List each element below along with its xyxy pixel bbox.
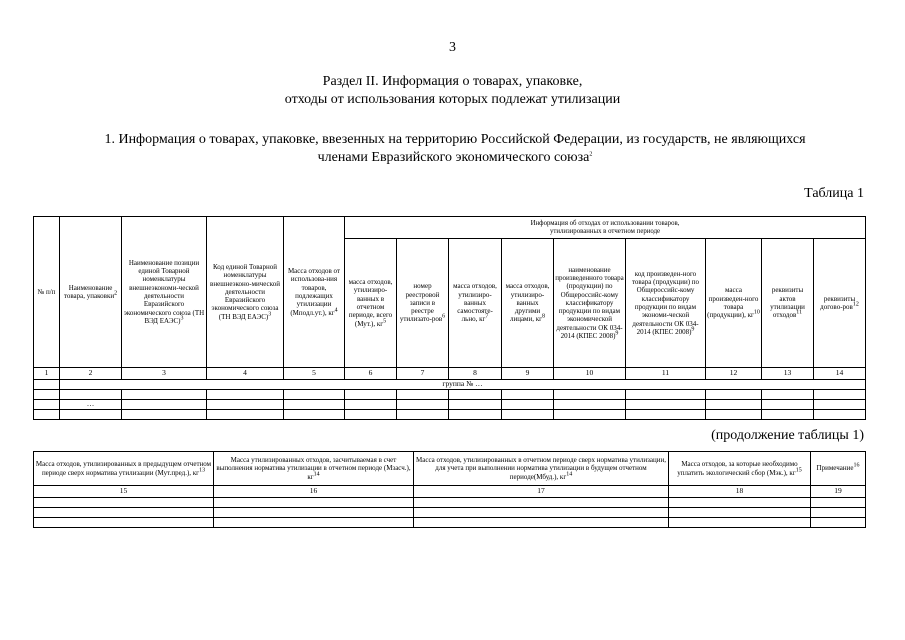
t1-header-footnote: 3: [268, 311, 272, 318]
t1-cell: [706, 410, 762, 420]
t1-col-number: 9: [502, 368, 554, 380]
t1-header-text: масса отходов, утилизиро-ванных другими лицами, кг: [505, 282, 550, 324]
t1-header-footnote: 6: [442, 314, 446, 321]
t1-header-col10: [554, 239, 626, 368]
t1-cell: [397, 400, 449, 410]
t1-cell: [207, 400, 284, 410]
t1-cell: [34, 400, 60, 410]
t1-cell: [449, 410, 502, 420]
t1-header-col1: [34, 217, 60, 368]
t1-cell: [207, 390, 284, 400]
t1-header-text: реквизиты актов утилизации отходов: [770, 286, 805, 320]
t1-header-text: номер реестровой записи в реестре утилизато-ров: [399, 282, 443, 324]
t1-col-number: 2: [60, 368, 122, 380]
t1-cell: [60, 390, 122, 400]
table1: [33, 216, 866, 420]
section-title: [0, 73, 905, 109]
table1-title: Таблица 1: [804, 186, 864, 201]
t2-header-footnote: 15: [795, 467, 802, 474]
t1-cell: [626, 390, 706, 400]
t1-header-col4: [207, 217, 284, 368]
t1-header-footnote: 10: [753, 309, 760, 316]
t2-cell: [34, 498, 214, 508]
t1-header-col11: [626, 239, 706, 368]
t1-cell: [814, 410, 866, 420]
t1-cell: [122, 400, 207, 410]
t2-header-text: Масса утилизированных отходов, засчитываемая в счет выполнения норматива утилизации в отчетном периоде (Мзасч.), кг: [216, 456, 411, 481]
t1-cell: [60, 410, 122, 420]
t1-header-footnote: 5: [383, 318, 387, 325]
t2-header-col2: [214, 452, 414, 486]
t2-cell: [214, 508, 414, 518]
t1-cell: [814, 400, 866, 410]
subsection-title-line2: [60, 149, 850, 167]
t2-header-col4: [669, 452, 811, 486]
t2-header-col3: [414, 452, 669, 486]
t1-header-col12: [706, 239, 762, 368]
t1-header-text: масса отходов, утилизиро-ванных в отчетном периоде, всего (Мут.), кг: [348, 278, 393, 328]
t1-cell: …: [60, 400, 122, 410]
t1-group-row: группа № …: [60, 380, 866, 390]
t1-col-number: 7: [397, 368, 449, 380]
t1-header-col8: [449, 239, 502, 368]
section-title-line2: отходы от использования которых подлежат утилизации: [284, 92, 621, 107]
t1-col-number: 4: [207, 368, 284, 380]
t1-cell: [554, 390, 626, 400]
t1-col-number: 5: [284, 368, 345, 380]
t1-cell: [502, 400, 554, 410]
t1-col-number: 13: [762, 368, 814, 380]
t1-cell: [397, 410, 449, 420]
t1-cell: [502, 390, 554, 400]
t1-header-col9: [502, 239, 554, 368]
t1-header-text: код произведен-ного товара (продукции) по Общероссийс-кому классификатору продукции по видам экономи-ческой деятельности ОК 034-2014 (КПЕС 2008): [631, 269, 700, 336]
t2-col-number: 18: [669, 486, 811, 498]
t1-data-row: [34, 400, 866, 410]
page-number: 3: [449, 40, 456, 55]
t1-number-row: [34, 368, 866, 380]
t1-header-footnote: 8: [542, 314, 546, 321]
t2-cell: [811, 518, 866, 528]
t1-header-col14: [814, 239, 866, 368]
t1-header-text: № п/п: [37, 287, 56, 296]
t2-cell: [34, 508, 214, 518]
t1-header-col3: [122, 217, 207, 368]
t2-data-row: [34, 498, 866, 508]
t2-header-footnote: 14: [313, 471, 320, 478]
footnote-ref: 2: [589, 151, 593, 158]
t1-cell: [34, 410, 60, 420]
t2-data-row: [34, 508, 866, 518]
t1-data-row: [34, 390, 866, 400]
t1-cell: [122, 390, 207, 400]
t1-header-text: Наименование позиции единой Товарной номенклатуры внешнеэкономи-ческой деятельности Евразийского экономического союза (ТН ВЭД ЕАЭС): [123, 258, 205, 325]
table1-continuation-title: (продолжение таблицы 1): [711, 428, 864, 443]
t2-cell: [414, 518, 669, 528]
t1-cell: [284, 390, 345, 400]
t2-header-col1: [34, 452, 214, 486]
t2-cell: [669, 508, 811, 518]
t2-header-footnote: 16: [853, 463, 860, 470]
t1-cell: [706, 390, 762, 400]
t1-header-footnote: 9: [691, 326, 695, 333]
t2-cell: [214, 498, 414, 508]
t1-cell: [397, 390, 449, 400]
t1-header-text: Масса отходов от использова-ния товаров, подлежащих утилизации (Мподл.ут.), кг: [287, 267, 341, 317]
t2-col-number: 15: [34, 486, 214, 498]
t1-cell: [762, 400, 814, 410]
t1-cell: [626, 400, 706, 410]
t1-header-footnote: 3: [180, 315, 184, 322]
t2-number-row: [34, 486, 866, 498]
t2-data-row: [34, 518, 866, 528]
t1-cell: [345, 390, 397, 400]
t2-header-col5: [811, 452, 866, 486]
t1-cell: [554, 400, 626, 410]
t1-cell: [34, 380, 60, 390]
t1-header-text: реквизиты догово-ров: [820, 294, 856, 311]
t2-cell: [669, 518, 811, 528]
t1-col-number: 3: [122, 368, 207, 380]
t1-cell: [449, 400, 502, 410]
t1-header-footnote: 4: [334, 307, 338, 314]
t2-header-text: Масса отходов, утилизированных в предыдущем отчетном периоде сверх норматива утилизации (Мут.пред.), кг: [35, 460, 212, 477]
t1-header-footnote: 9: [615, 330, 619, 337]
t1-header-text: Наименование товара, упаковки: [63, 283, 115, 300]
t1-cell: [449, 390, 502, 400]
t1-header-text: наименование произведенного товара (продукции) по Общероссийс-кому классификатору продукции по видам экономической деятельности ОК 034-2014 (КПЕС 2008): [555, 265, 624, 341]
t1-col-number: 14: [814, 368, 866, 380]
t1-cell: [502, 410, 554, 420]
t1-group-header-line2: утилизированных в отчетном периоде: [549, 227, 661, 235]
t1-header-col6: [345, 239, 397, 368]
t1-header-text: Код единой Товарной номенклатуры внешнеэконо-мической деятельности Евразийского экономического союза (ТН ВЭД ЕАЭС): [210, 262, 280, 321]
t2-header-text: Масса отходов, за которые необходимо уплатить экологический сбор (Мэк.), кг: [677, 460, 798, 477]
t2-col-number: 16: [214, 486, 414, 498]
t1-group-header: [345, 217, 866, 239]
section-title-line1: Раздел II. Информация о товарах, упаковке,: [322, 74, 583, 89]
t1-col-number: 8: [449, 368, 502, 380]
t2-cell: [811, 508, 866, 518]
t1-cell: [284, 410, 345, 420]
t2-header-footnote: 13: [199, 467, 206, 474]
t1-group-header-line1: Информация об отходах от использовании товаров,: [530, 219, 680, 227]
t1-cell: [762, 390, 814, 400]
t2-col-number: 17: [414, 486, 669, 498]
t1-header-text: масса произведен-ного товара (продукции), кг: [707, 286, 759, 320]
t1-header-footnote: 7: [485, 314, 489, 321]
t1-col-number: 6: [345, 368, 397, 380]
t1-data-row: [34, 410, 866, 420]
table1-continuation: [33, 451, 866, 528]
t1-cell: [762, 410, 814, 420]
t2-header-text: Примечание: [816, 464, 854, 473]
t1-col-number: 12: [706, 368, 762, 380]
t1-cell: [345, 400, 397, 410]
t1-header-footnote: 11: [796, 309, 803, 316]
t1-col-number: 11: [626, 368, 706, 380]
t2-cell: [414, 508, 669, 518]
t1-cell: [554, 410, 626, 420]
t1-cell: [345, 410, 397, 420]
t1-cell: [207, 410, 284, 420]
t1-header-footnote: 2: [114, 290, 118, 297]
t2-col-number: 19: [811, 486, 866, 498]
t1-header-col5: [284, 217, 345, 368]
t2-header-text: Масса отходов, утилизированных в отчетном периоде сверх норматива утилизации, для учета при выполнении норматива утилизации в будущем отчетном периоде(Мбуд.), кг: [416, 456, 666, 481]
t1-cell: [34, 390, 60, 400]
t1-header-footnote: 12: [852, 301, 859, 308]
t2-cell: [34, 518, 214, 528]
t2-cell: [811, 498, 866, 508]
t1-cell: [284, 400, 345, 410]
t1-cell: [814, 390, 866, 400]
t1-header-text: масса отходов, утилизиро-ванных самостояте-льно, кг: [453, 282, 497, 324]
t1-header-col7: [397, 239, 449, 368]
subsection-title-line2-text: членами Евразийского экономического союза: [317, 150, 590, 165]
t2-cell: [214, 518, 414, 528]
subsection-title-line1: 1. Информация о товарах, упаковке, ввезенных на территорию Российской Федерации, из государств, не являющихся: [104, 132, 806, 147]
t1-header-col13: [762, 239, 814, 368]
t2-header-footnote: 14: [566, 471, 573, 478]
t1-cell: [626, 410, 706, 420]
t2-cell: [414, 498, 669, 508]
t2-cell: [669, 498, 811, 508]
t1-header-col2: [60, 217, 122, 368]
t1-cell: [706, 400, 762, 410]
t1-col-number: 1: [34, 368, 60, 380]
t1-cell: [122, 410, 207, 420]
subsection-title: [60, 131, 850, 167]
t1-col-number: 10: [554, 368, 626, 380]
